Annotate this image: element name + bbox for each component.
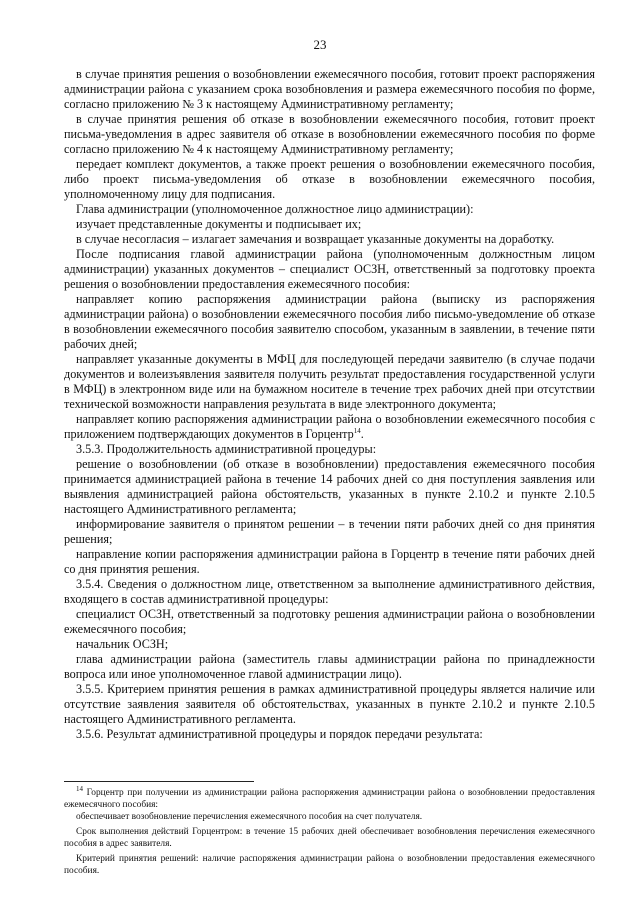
- paragraph: в случае принятия решения об отказе в возобновлении ежемесячного пособия, готовит проект письма-уведомления в адрес заявителя об отказе в возобновлении ежемесячного пособия по форме согласно приложению № 4 к настоящему Административному регламенту;: [64, 112, 595, 156]
- paragraph-with-footnote: [64, 412, 595, 442]
- paragraph: глава администрации района (заместитель главы администрации района по принадлежности вопроса или иное уполномоченное главой администрации лицо).: [64, 652, 595, 681]
- paragraph-tail: .: [360, 427, 364, 441]
- paragraph: изучает представленные документы и подписывает их;: [76, 217, 362, 231]
- paragraph: решение о возобновлении (об отказе в возобновлении) предоставления ежемесячного пособия принимается администрацией района в течение 14 рабочих дней со дня поступления заявления или выявления администрацией района обстоятельств, указанных в пункте 2.10.2 и пункте 2.10.5 настоящего Административного регламента;: [64, 457, 595, 516]
- section-heading: 3.5.5. Критерием принятия решения в рамках административной процедуры является наличие или отсутствие заявления заявителя об обстоятельствах, указанных в пункте 2.10.2 и пункте 2.10.5 настоящего Административного регламента.: [64, 682, 595, 726]
- footnote-divider: [64, 781, 254, 782]
- section-heading: 3.5.4. Сведения о должностном лице, ответственном за выполнение административного действия, входящего в состав административной процедуры:: [64, 577, 595, 606]
- footnotes: [64, 784, 595, 877]
- paragraph-text: направляет копию распоряжения администрации района о возобновлении ежемесячного пособия с приложением подтверждающих документов в Горцентр: [64, 412, 595, 441]
- paragraph: в случае несогласия – излагает замечания и возвращает указанные документы на доработку.: [76, 232, 555, 246]
- paragraph: информирование заявителя о принятом решении – в течении пяти рабочих дней со дня принятия решения;: [64, 517, 595, 546]
- paragraph: начальник ОСЗН;: [76, 637, 169, 651]
- footnote-line: Критерий принятия решений: наличие распоряжения администрации района о возобновлении предоставления ежемесячного пособия.: [64, 854, 595, 876]
- paragraph: передает комплект документов, а также проект решения о возобновлении ежемесячного пособия, либо проект письма-уведомления об отказе в возобновлении ежемесячного пособия, уполномоченному лицу для подписания.: [64, 157, 595, 201]
- section-heading: 3.5.3. Продолжительность административной процедуры:: [76, 442, 377, 456]
- paragraph: Глава администрации (уполномоченное должностное лицо администрации):: [76, 202, 474, 216]
- footnote-line: обеспечивает возобновление перечисления ежемесячного пособия на счет получателя.: [76, 812, 423, 822]
- page-number: 23: [313, 37, 327, 52]
- paragraph: направление копии распоряжения администрации района в Горцентр в течение пяти рабочих дней со дня принятия решения.: [64, 547, 595, 576]
- paragraph: в случае принятия решения о возобновлении ежемесячного пособия, готовит проект распоряжения администрации района с указанием срока возобновления и размера ежемесячного пособия по форме, согласно приложению № 3 к настоящему Административному регламенту;: [64, 67, 595, 111]
- paragraph: направляет указанные документы в МФЦ для последующей передачи заявителю (в случае подачи документов и волеизъявления заявителя получить результат предоставления государственной услуги в МФЦ) в электронном виде или на бумажном носителе в течение трех рабочих дней при отсутствии технической возможности направления результата в виде электронного документа;: [64, 352, 595, 411]
- footnote-line: [64, 784, 595, 811]
- footnote-marker: 14: [76, 784, 83, 793]
- paragraph: специалист ОСЗН, ответственный за подготовку решения администрации района о возобновлении ежемесячного пособия;: [64, 607, 595, 636]
- footnote-reference[interactable]: 14: [353, 426, 361, 435]
- paragraph: После подписания главой администрации района (уполномоченным должностным лицом администрации) указанных документов – специалист ОСЗН, ответственный за подготовку проекта решения о возобновлении предоставления ежемесячного пособия:: [64, 247, 595, 291]
- footnote-line: Срок выполнения действий Горцентром: в течение 15 рабочих дней обеспечивает возобновления перечисления ежемесячного пособия в адрес заявителя.: [64, 827, 595, 849]
- section-heading: 3.5.6. Результат административной процедуры и порядок передачи результата:: [76, 727, 483, 741]
- footnote-text: Горцентр при получении из администрации района распоряжения администрации района о возобновлении предоставления ежемесячного пособия:: [64, 788, 595, 810]
- body-text: [64, 67, 595, 742]
- paragraph: направляет копию распоряжения администрации района (выписку из распоряжения администрации района) о возобновлении ежемесячного пособия либо письмо-уведомление об отказе в возобновлении ежемесячного пособия заявителю способом, указанным в заявлении, в течение пяти рабочих дней;: [64, 292, 595, 351]
